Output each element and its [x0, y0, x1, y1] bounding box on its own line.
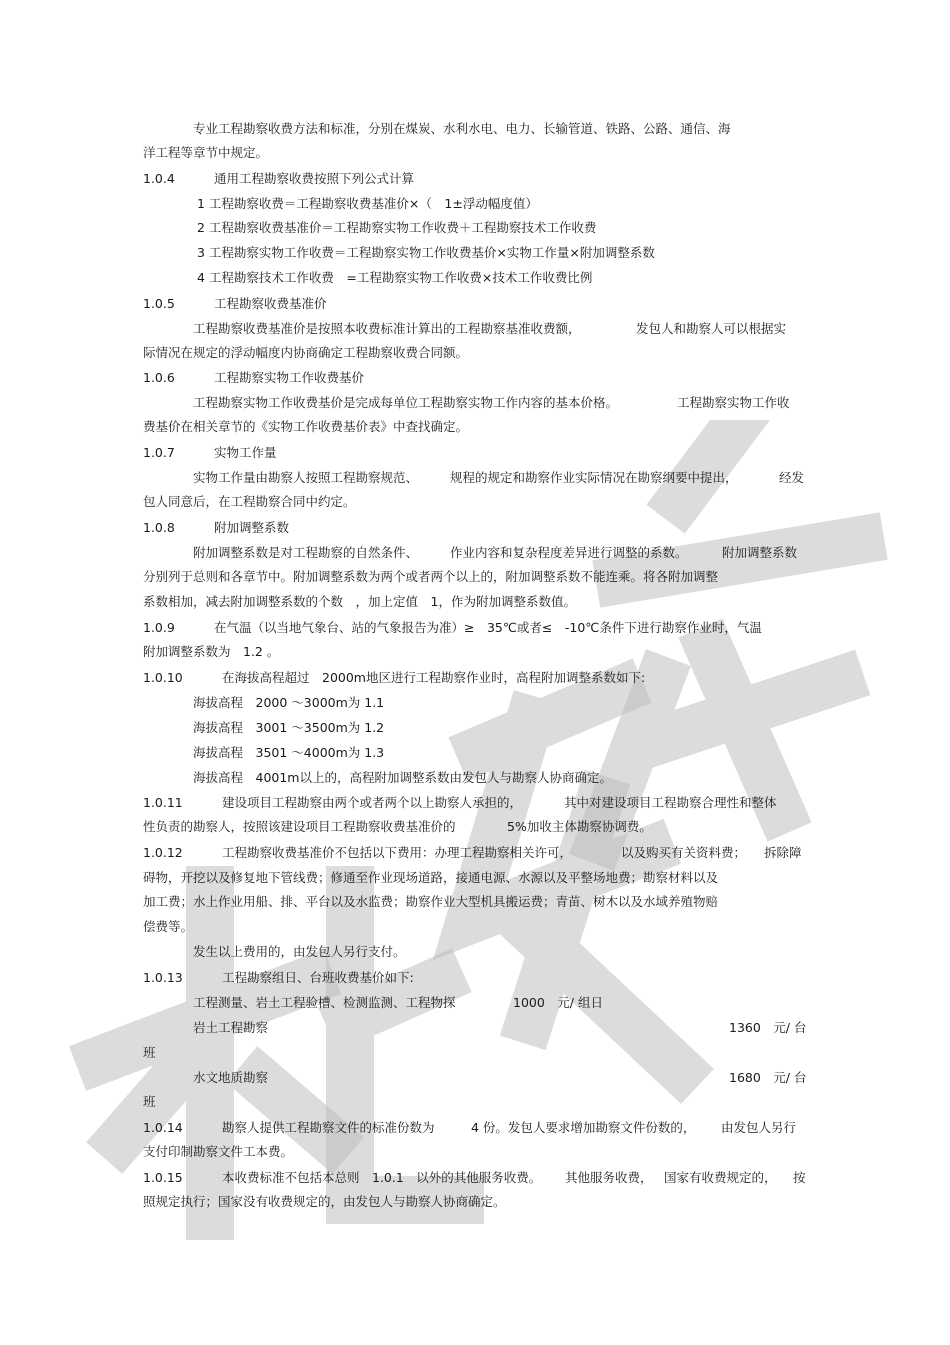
- clause-number: 1.0.4: [143, 171, 175, 186]
- clause-heading: 实物工作量: [214, 445, 277, 460]
- list-item: 海拔高程 3001 ～3500m为 1.2: [193, 720, 385, 735]
- text-line: 在海拔高程超过 2000m地区进行工程勘察作业时，高程附加调整系数如下:: [222, 670, 646, 685]
- list-item: 海拔高程 3501 ～4000m为 1.3: [193, 745, 385, 760]
- clause-number: 1.0.10: [143, 670, 183, 685]
- text-line: 发生以上费用的，由发包人另行支付。: [193, 944, 406, 959]
- text-line: 性负责的勘察人，按照该建设项目工程勘察收费基准价的: [143, 819, 456, 834]
- text-line: 偿费等。: [143, 919, 194, 934]
- text-line: 实物工作量由勘察人按照工程勘察规范、: [193, 470, 419, 485]
- rate-item-value: 1360 元/ 台: [729, 1020, 807, 1035]
- text-line: 由发包人另行: [721, 1120, 797, 1135]
- clause-number: 1.0.15: [143, 1170, 183, 1185]
- clause-number: 1.0.7: [143, 445, 175, 460]
- list-item: 海拔高程 2000 ～3000m为 1.1: [193, 695, 385, 710]
- formula-line: 1 工程勘察收费＝工程勘察收费基准价×（ 1±浮动幅度值）: [197, 196, 538, 211]
- clause-number: 1.0.12: [143, 845, 183, 860]
- text-line: 经发: [779, 470, 805, 485]
- text-line: 以及购买有关资料费；: [621, 845, 747, 860]
- text-line: 发包人和勘察人可以根据实: [636, 321, 787, 336]
- text-line: 包人同意后，在工程勘察合同中约定。: [143, 494, 356, 509]
- rate-item-label: 工程测量、岩土工程验槽、检测监测、工程物探: [193, 995, 456, 1010]
- text-line: 费基价在相关章节的《实物工作收费基价表》中查找确定。: [143, 419, 469, 434]
- clause-heading: 工程勘察实物工作收费基价: [214, 370, 365, 385]
- rate-item-value: 1000 元/ 组日: [513, 995, 603, 1010]
- clause-number: 1.0.8: [143, 520, 175, 535]
- clause-heading: 附加调整系数: [214, 520, 290, 535]
- text-line: 碍物，开挖以及修复地下管线费；修通至作业现场道路，接通电源、水源以及平整场地费；勘察材料以及: [143, 870, 719, 885]
- clause-number: 1.0.13: [143, 970, 183, 985]
- text-line: 4 份。发包人要求增加勘察文件份数的，: [471, 1120, 696, 1135]
- rate-item-value: 1680 元/ 台: [729, 1070, 807, 1085]
- rate-item-label: 岩土工程勘察: [193, 1020, 269, 1035]
- text-line: 工程勘察实物工作收费基价是完成每单位工程勘察实物工作内容的基本价格。: [193, 395, 619, 410]
- text-line: 附加调整系数为 1.2 。: [143, 644, 280, 659]
- rate-item-label: 水文地质勘察: [193, 1070, 269, 1085]
- text-line: 其他服务收费，: [565, 1170, 653, 1185]
- list-item: 海拔高程 4001m以上的，高程附加调整系数由发包人与勘察人协商确定。: [193, 770, 612, 785]
- text-line: 本收费标准不包括本总则 1.0.1 以外的其他服务收费。: [222, 1170, 542, 1185]
- clause-heading: 工程勘察收费基准价: [214, 296, 327, 311]
- clause-heading: 通用工程勘察收费按照下列公式计算: [214, 171, 415, 186]
- text-line: 国家有收费规定的，: [664, 1170, 777, 1185]
- text-line: 其中对建设项目工程勘察合理性和整体: [564, 795, 777, 810]
- text-line: 勘察人提供工程勘察文件的标准份数为: [222, 1120, 435, 1135]
- text-line: 加工费；水上作业用船、排、平台以及水监费；勘察作业大型机具搬运费；青苗、树木以及水域养殖物赔: [143, 894, 719, 909]
- text-line: 在气温（以当地气象台、站的气象报告为准）≥ 35℃或者≤ -10℃条件下进行勘察作业时，气温: [214, 620, 762, 635]
- formula-line: 2 工程勘察收费基准价＝工程勘察实物工作收费＋工程勘察技术工作收费: [197, 220, 597, 235]
- text-line: 作业内容和复杂程度差异进行调整的系数。: [450, 545, 688, 560]
- text-line: 附加调整系数: [722, 545, 798, 560]
- text-line: 际情况在规定的浮动幅度内协商确定工程勘察收费合同额。: [143, 345, 469, 360]
- text-line: 按: [793, 1170, 806, 1185]
- text-line: 工程勘察收费基准价不包括以下费用：办理工程勘察相关许可，: [222, 845, 573, 860]
- text-line: 工程勘察实物工作收: [677, 395, 790, 410]
- text-line: 专业工程勘察收费方法和标准，分别在煤炭、水利水电、电力、长输管道、铁路、公路、通信、海: [193, 121, 731, 136]
- text-line: 建设项目工程勘察由两个或者两个以上勘察人承担的，: [222, 795, 523, 810]
- clause-number: 1.0.14: [143, 1120, 183, 1135]
- text-line: 洋工程等章节中规定。: [143, 145, 269, 160]
- formula-line: 3 工程勘察实物工作收费＝工程勘察实物工作收费基价×实物工作量×附加调整系数: [197, 245, 655, 260]
- text-line: 5%加收主体勘察协调费。: [507, 819, 652, 834]
- text-line: 支付印制勘察文件工本费。: [143, 1144, 294, 1159]
- clause-number: 1.0.6: [143, 370, 175, 385]
- clause-number: 1.0.5: [143, 296, 175, 311]
- text-line: 规程的规定和勘察作业实际情况在勘察纲要中提出，: [450, 470, 738, 485]
- formula-line: 4 工程勘察技术工作收费 =工程勘察实物工作收费×技术工作收费比例: [197, 270, 593, 285]
- text-line: 分别列于总则和各章节中。附加调整系数为两个或者两个以上的，附加调整系数不能连乘。将各附加调整: [143, 569, 719, 584]
- text-line: 拆除障: [764, 845, 802, 860]
- text-line: 工程勘察收费基准价是按照本收费标准计算出的工程勘察基准收费额，: [193, 321, 581, 336]
- text-line: 班: [143, 1045, 156, 1060]
- text-line: 班: [143, 1094, 156, 1109]
- clause-number: 1.0.11: [143, 795, 183, 810]
- clause-number: 1.0.9: [143, 620, 175, 635]
- text-line: 系数相加，减去附加调整系数的个数 ，加上定值 1，作为附加调整系数值。: [143, 594, 576, 609]
- text-line: 照规定执行；国家没有收费规定的，由发包人与勘察人协商确定。: [143, 1194, 506, 1209]
- text-line: 附加调整系数是对工程勘察的自然条件、: [193, 545, 419, 560]
- clause-heading: 工程勘察组日、台班收费基价如下:: [222, 970, 414, 985]
